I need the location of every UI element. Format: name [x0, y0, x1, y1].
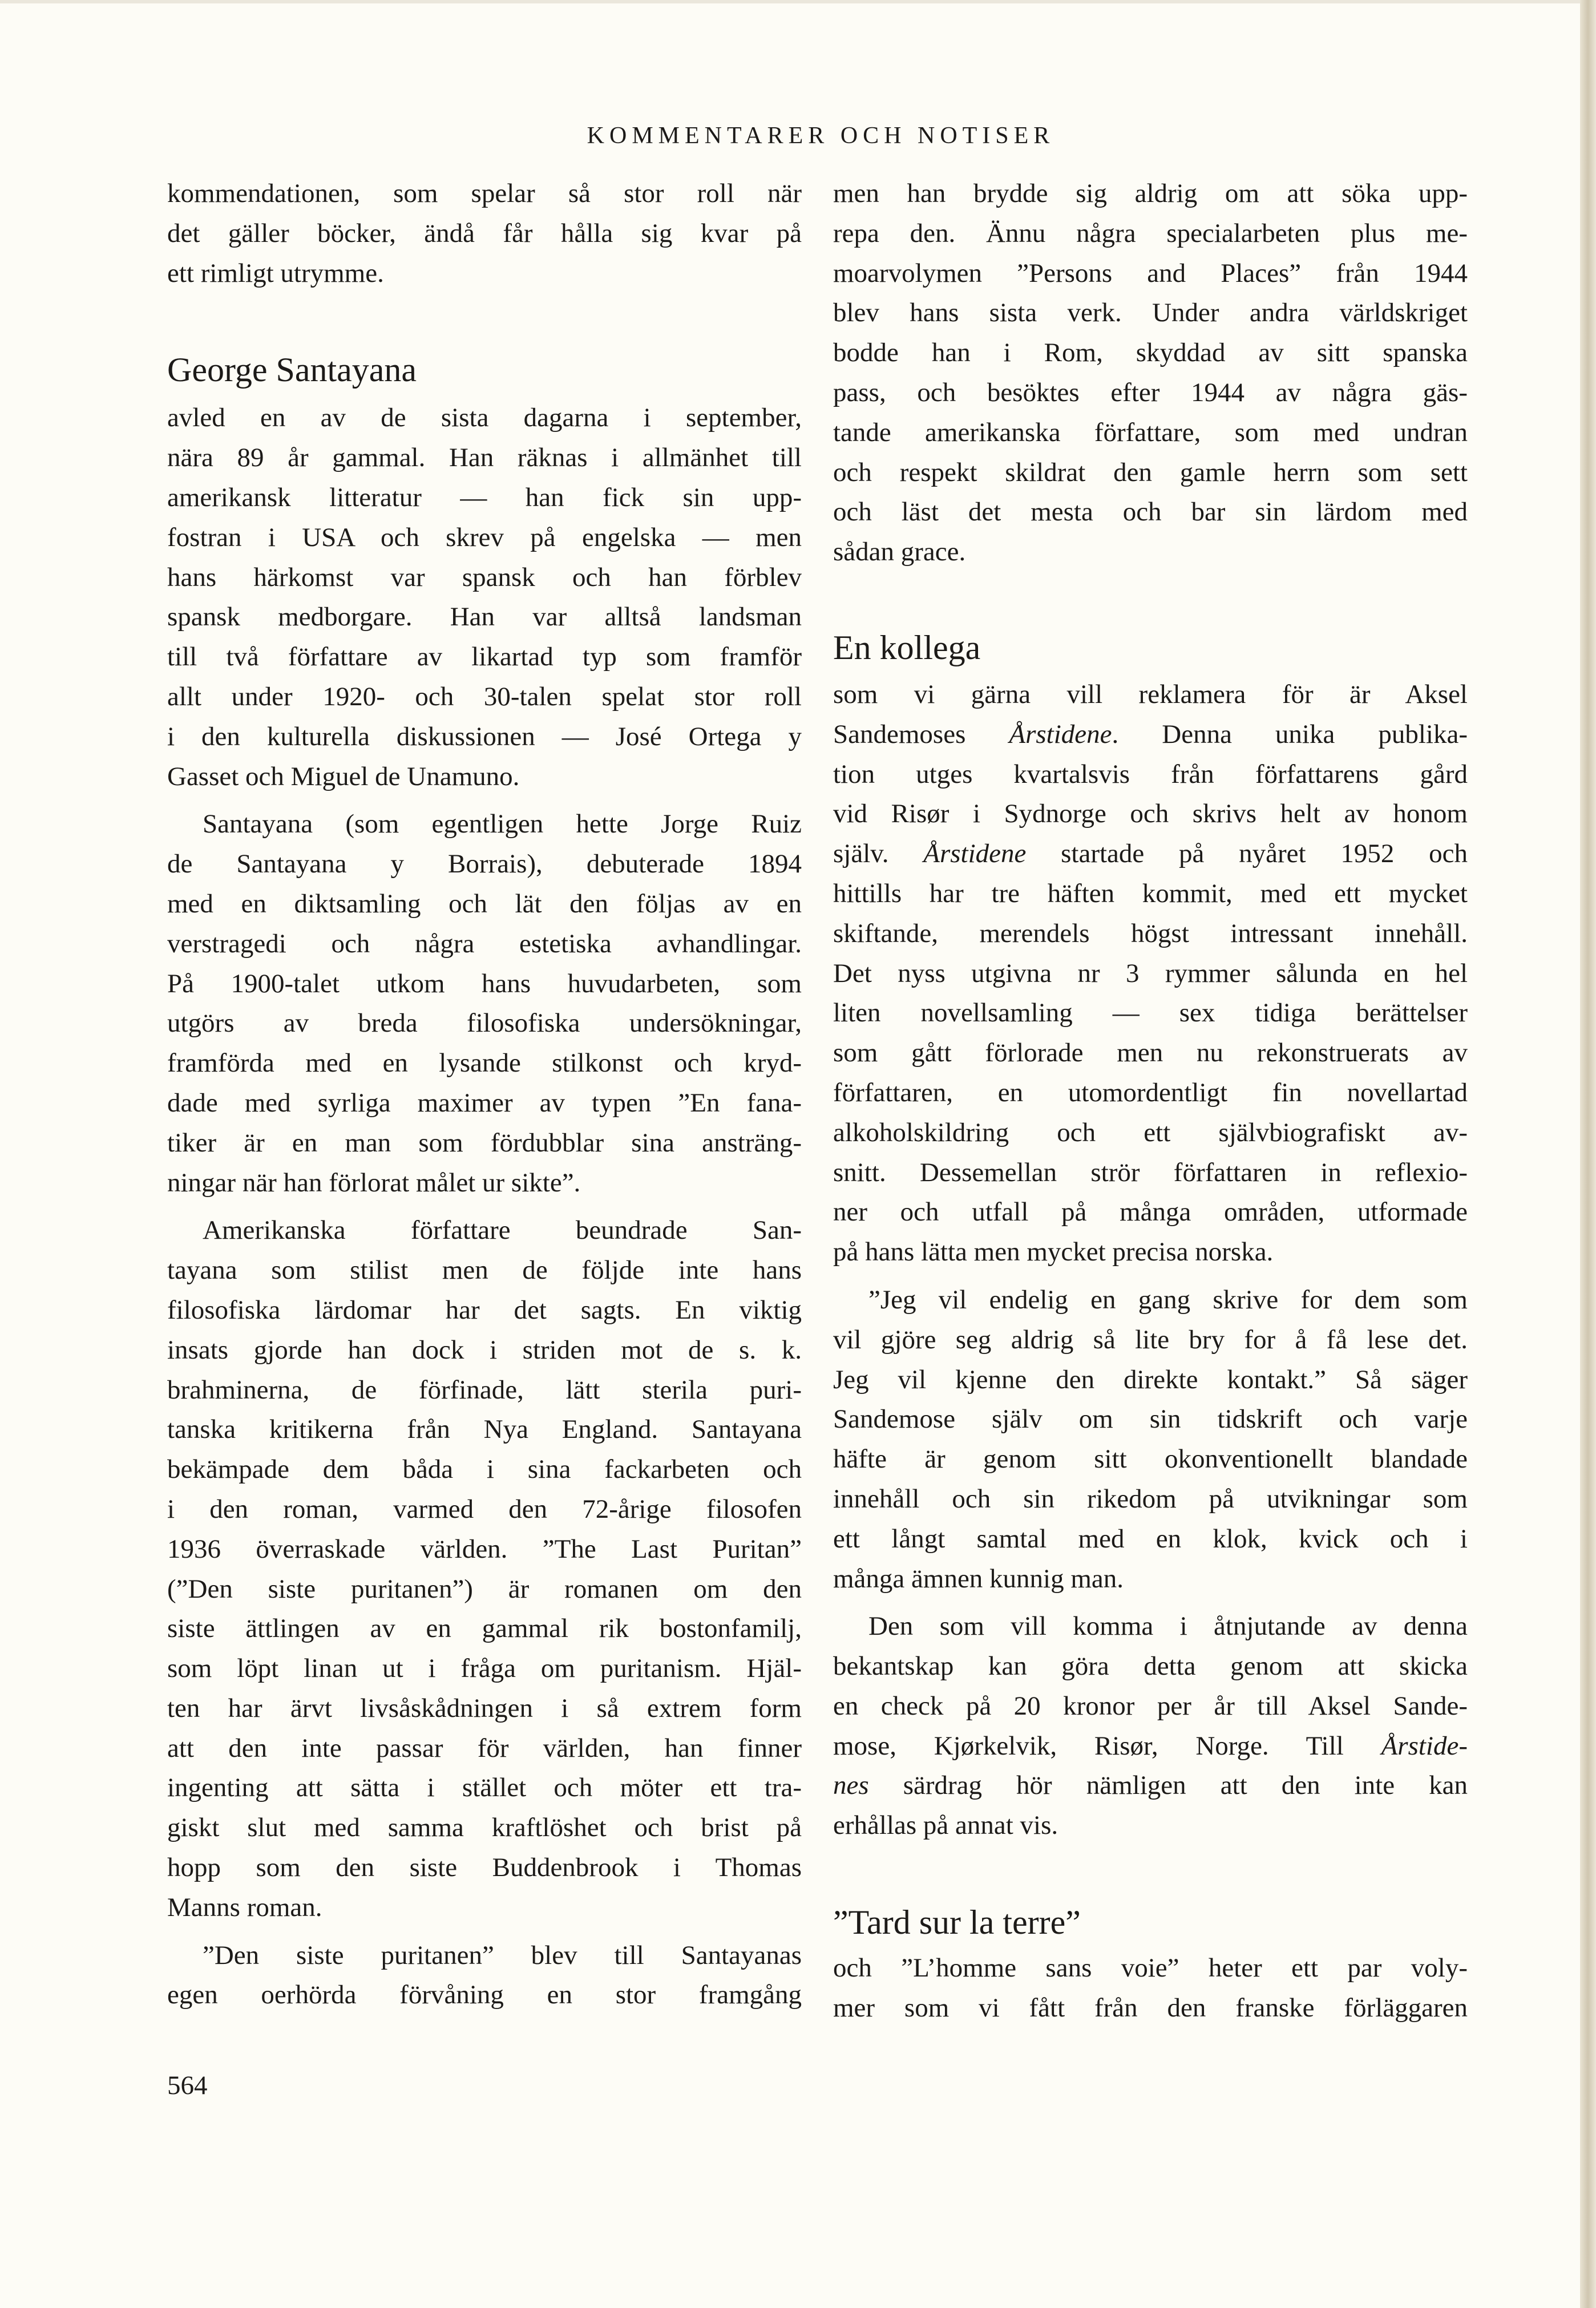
text-line: kommendationen, som spelar så stor roll när [167, 179, 802, 208]
text-run: Den som vill komma i åtnjutande av denna [868, 1611, 1468, 1642]
paragraph-gap [167, 1203, 802, 1211]
text-line: allt under 1920- och 30-talen spelat stor roll [167, 681, 802, 712]
text-line: giskt slut med samma kraftlöshet och brist på [167, 1813, 802, 1843]
text-line: ten har ärvt livsåskådningen i så extrem form [167, 1693, 802, 1723]
text-line: hopp som den siste Buddenbrook i Thomas [167, 1853, 802, 1883]
page-number: 564 [167, 2071, 208, 2100]
text-line: moarvolymen ”Persons and Places” från 1944 [833, 258, 1468, 288]
text-run: skiftande, merendels högst intressant innehåll. [833, 918, 1468, 948]
italic-title: Årstide- [1381, 1731, 1468, 1761]
text-line [833, 794, 1468, 834]
text-run: tion utges kvartalsvis från författarens gård [833, 759, 1468, 789]
text-line: att den inte passar för världen, han finner [167, 1733, 802, 1763]
text-line: nära 89 år gammal. Han räknas i allmänhet till [167, 443, 802, 473]
text-line: och respekt skildrat den gamle herrn som sett [833, 457, 1468, 487]
text-line [833, 755, 1468, 795]
text-line: utgörs av breda filosofiska undersökningar, [167, 1008, 802, 1038]
section-heading-santayana: George Santayana [167, 351, 417, 389]
text-line: häfte är genom sitt okonventionellt blandade [833, 1444, 1468, 1474]
left-column [167, 174, 802, 2015]
text-line: dade med syrliga maximer av typen ”En fana- [167, 1088, 802, 1118]
text-line: verstragedi och några estetiska avhandlingar. [167, 928, 802, 959]
santayana-paragraph-4 [167, 1936, 802, 2016]
text-line [833, 715, 1468, 755]
text-line: ingenting att sätta i stället och möter ett tra- [167, 1773, 802, 1803]
text-line: tande amerikanska författare, som med undran [833, 417, 1468, 447]
text-run: själv. [833, 839, 924, 869]
text-line: Sandemose själv om sin tidskrift och varje [833, 1404, 1468, 1434]
continuation-paragraph [833, 174, 1468, 572]
kollega-paragraph-3 [833, 1607, 1468, 1846]
text-line: ett rimligt utrymme. [167, 258, 384, 288]
text-line: vil gjöre seg aldrig så lite bry for å få lese det. [833, 1324, 1468, 1355]
text-line [833, 1647, 1468, 1687]
text-line [833, 834, 1468, 874]
text-line: ett långt samtal med en klok, kvick och i [833, 1523, 1468, 1554]
section-heading-tard: ”Tard sur la terre” [833, 1903, 1081, 1942]
text-line: Jeg vil kjenne den direkte kontakt.” Så säger [833, 1364, 1468, 1394]
text-run: som gått förlorade men nu rekonstruerats av [833, 1038, 1468, 1068]
paragraph-gap [833, 1272, 1468, 1280]
text-line: i den roman, varmed den 72-årige filosofen [167, 1494, 802, 1524]
text-line: framförda med en lysande stilkonst och kryd- [167, 1048, 802, 1078]
text-line: som löpt linan ut i fråga om puritanism. Hjäl- [167, 1654, 802, 1684]
text-run: mose, Kjørkelvik, Risør, Norge. Till [833, 1731, 1381, 1761]
text-line: blev hans sista verk. Under andra världskriget [833, 298, 1468, 328]
santayana-paragraph-2 [167, 805, 802, 1203]
text-line: Santayana (som egentligen hette Jorge Ruiz [203, 809, 802, 839]
text-line: sådan grace. [833, 537, 966, 567]
text-line: tanska kritikerna från Nya England. Santayana [167, 1414, 802, 1445]
text-line: men han brydde sig aldrig om att söka upp- [833, 179, 1468, 208]
text-line: pass, och besöktes efter 1944 av några gäs- [833, 377, 1468, 407]
text-line: amerikansk litteratur — han fick sin upp- [167, 482, 802, 512]
text-line: filosofiska lärdomar har det sagts. En viktig [167, 1295, 802, 1325]
text-run: som vi gärna vill reklamera för är Aksel [833, 679, 1468, 709]
text-line: (”Den siste puritanen”) är romanen om den [167, 1574, 802, 1604]
text-run: snitt. Dessemellan strör författaren in reflexio- [833, 1157, 1468, 1187]
text-run: bekantskap kan göra detta genom att skicka [833, 1651, 1468, 1682]
text-line [833, 1153, 1468, 1193]
text-run: liten novellsamling — sex tidiga berättelser [833, 998, 1468, 1028]
section-heading-kollega: En kollega [833, 628, 981, 666]
text-line [833, 914, 1468, 954]
text-line [833, 1033, 1468, 1073]
text-line: egen oerhörda förvåning en stor framgång [167, 1980, 802, 2010]
text-line: tayana som stilist men de följde inte hans [167, 1255, 802, 1286]
text-run: startade på nyåret 1952 och [1026, 839, 1468, 869]
text-run: Det nyss utgivna nr 3 rymmer sålunda en hel [833, 958, 1468, 988]
text-run: . Denna unika publika- [1112, 719, 1468, 749]
text-line: ”Jeg vil endelig en gang skrive for dem som [868, 1284, 1468, 1315]
paragraph-gap [167, 1928, 802, 1936]
text-line: innehåll och sin rikedom på utvikningar som [833, 1484, 1468, 1514]
italic-title: Årstidene [923, 839, 1027, 869]
text-line: brahminerna, de förfinade, lätt sterila puri- [167, 1375, 802, 1405]
text-line [833, 1806, 1468, 1846]
text-line [833, 1727, 1468, 1767]
text-line: spansk medborgare. Han var alltså landsman [167, 602, 802, 632]
text-line [833, 1232, 1468, 1272]
text-run: Sandemoses [833, 719, 1009, 749]
text-line: mer som vi fått från den franske förläggaren [833, 1992, 1468, 2023]
text-line [833, 1193, 1468, 1232]
kollega-paragraph-1 [833, 675, 1468, 1272]
right-column [833, 174, 1468, 2028]
text-line: bodde han i Rom, skyddad av sitt spanska [833, 338, 1468, 368]
text-run: ner och utfall på många områden, utformade [833, 1197, 1468, 1227]
text-line: och ”L’homme sans voie” heter ett par voly- [833, 1953, 1468, 1983]
text-line: många ämnen kunnig man. [833, 1563, 1124, 1594]
text-line [833, 993, 1468, 1033]
text-line: avled en av de sista dagarna i september, [167, 403, 802, 433]
text-line: fostran i USA och skrev på engelska — men [167, 522, 802, 552]
text-line: hans härkomst var spansk och han förblev [167, 562, 802, 592]
text-line: de Santayana y Borrais), debuterade 1894 [167, 849, 802, 879]
text-line [833, 1687, 1468, 1727]
text-line: ”Den siste puritanen” blev till Santayanas [203, 1940, 802, 1970]
text-run: på hans lätta men mycket precisa norska. [833, 1237, 1274, 1267]
text-line [833, 1607, 1468, 1647]
text-line [833, 1113, 1468, 1153]
text-run: erhållas på annat vis. [833, 1810, 1058, 1841]
page-top-edge [0, 0, 1596, 3]
italic-title: Årstidene [1009, 719, 1112, 749]
text-line [833, 954, 1468, 994]
text-line: bekämpade dem båda i sina fackarbeten och [167, 1454, 802, 1485]
text-run: alkoholskildring och ett självbiografiskt av- [833, 1117, 1468, 1147]
text-run: särdrag hör nämligen att den inte kan [868, 1771, 1468, 1801]
text-line: det gäller böcker, ändå får hålla sig kvar på [167, 218, 802, 248]
santayana-paragraph-3 [167, 1211, 802, 1927]
page-right-edge [1580, 0, 1596, 2308]
italic-title: nes [833, 1771, 869, 1801]
text-line: tiker är en man som fördubblar sina ansträng- [167, 1127, 802, 1158]
text-run: hittills har tre häften kommit, med ett mycket [833, 878, 1468, 908]
text-line: repa den. Ännu några specialarbeten plus me- [833, 218, 1468, 248]
text-line [833, 1073, 1468, 1113]
running-head: KOMMENTARER OCH NOTISER [587, 123, 1055, 149]
text-line: Manns roman. [167, 1892, 322, 1922]
text-line: 1936 överraskade världen. ”The Last Puritan” [167, 1534, 802, 1564]
text-line: insats gjorde han dock i striden mot de s. k. [167, 1335, 802, 1365]
text-line: På 1900-talet utkom hans huvudarbeten, som [167, 968, 802, 999]
kollega-paragraph-2 [833, 1280, 1468, 1599]
text-line: och läst det mesta och bar sin lärdom med [833, 497, 1468, 527]
text-line: till två författare av likartad typ som framför [167, 642, 802, 672]
text-line: siste ättlingen av en gammal rik bostonfamilj, [167, 1614, 802, 1644]
text-line [833, 675, 1468, 715]
text-line [833, 1766, 1468, 1806]
text-run: en check på 20 kronor per år till Aksel Sande- [833, 1691, 1468, 1721]
text-line: Amerikanska författare beundrade San- [203, 1215, 802, 1246]
santayana-paragraph-1 [167, 398, 802, 797]
intro-paragraph [167, 174, 802, 293]
text-line: i den kulturella diskussionen — José Ortega y [167, 721, 802, 751]
tard-paragraph-1 [833, 1949, 1468, 2028]
text-run: vid Risør i Sydnorge och skrivs helt av honom [833, 799, 1468, 829]
text-run: författaren, en utomordentligt fin novellartad [833, 1077, 1468, 1107]
text-line: ningar när han förlorat målet ur sikte”. [167, 1167, 581, 1198]
text-line [833, 874, 1468, 914]
text-line: Gasset och Miguel de Unamuno. [167, 761, 520, 791]
text-line: med en diktsamling och lät den följas av en [167, 888, 802, 919]
paragraph-gap [167, 797, 802, 805]
paragraph-gap [833, 1599, 1468, 1607]
